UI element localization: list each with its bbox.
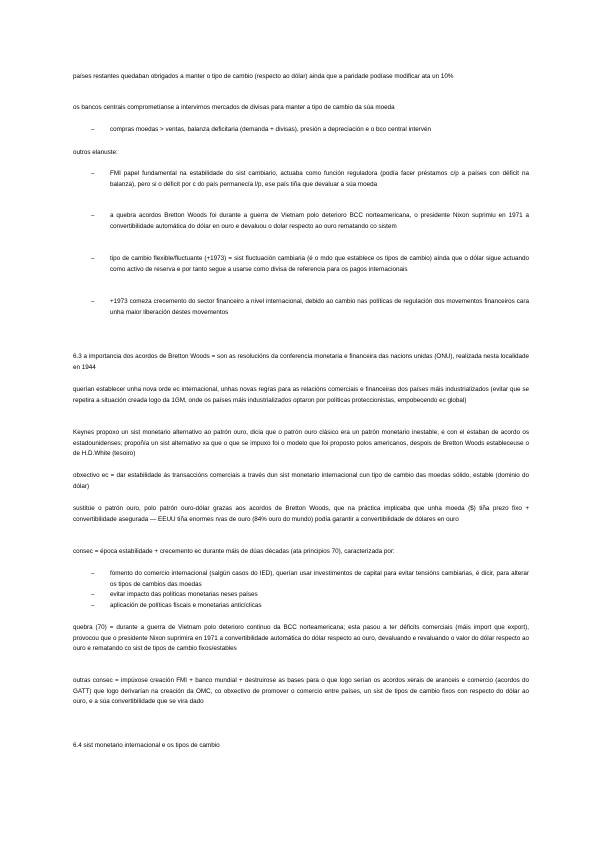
bullet-item: FMI papel fundamental na estabilidade do sist cambiario, actuaba como función reguladora (podía facer préstamos c/p a países con déficit na balanza), pero si o déficit por c do país permanecía l/p, ese país tiña que devaluar a súa moeda bbox=[110, 170, 529, 188]
section-heading: 6.3 a importancia dos acordos de Bretton Woods = son as resolucións da conferencia monetaria e financeira das nacions unidas (ONU), realizada nesta localidade en 1944 bbox=[73, 353, 529, 371]
bullet-item: aplicación de políticas fiscais e monetarias anticíclicas bbox=[110, 602, 262, 609]
paragraph: querían establecer unha nova orde ec internacional, unhas novas regras para as relacións comerciais e financeiras dos países máis industrializados (evitar que se repetira a situación creada logo da 1GM, onde os países máis industrializados optaron por políticas proteccionistas, empobecendo ec global) bbox=[73, 386, 529, 404]
bullet-item: evitar impacto das políticas monetarias neses países bbox=[110, 591, 258, 598]
paragraph: sustitúe o patrón ouro, polo patrón ouro-dólar grazas aos acordos de Bretton Woods, que na práctica implicaba que unha moeda ($) tiña prezo fixo + convertibilidade asegurada — EEUU tiña enormes rvas de ouro (84% ouro do mundo) podía garantir a convertibilidade de dólares en ouro bbox=[73, 505, 529, 523]
section-heading: 6.4 sist monetario internacional e os tipos de cambio bbox=[73, 742, 220, 749]
paragraph: obxectivo ec = dar estabilidade ás transaccións comerciais a través dun sist monetario internacional cun tipo de cambio das moedas sólido, estable (dominio do dólar) bbox=[73, 472, 529, 490]
bullet-marker: – bbox=[91, 170, 95, 177]
paragraph: países restantes quedaban obrigados a manter o tipo de cambio (respecto ao dólar) ainda que a paridade podíase modificar ata un 10% bbox=[73, 73, 454, 80]
bullet-marker: – bbox=[91, 570, 95, 577]
paragraph: os bancos centrais comprometíanse a intervirnos mercados de divisas para manter a tipo de cambio da súa moeda bbox=[73, 104, 395, 111]
bullet-marker: – bbox=[91, 591, 95, 598]
bullet-item: tipo de cambio flexible/fluctuante (+1973) = sist fluctuación cambiaria (é o mdo que establece os tipos de cambio) aínda que o dólar sigue actuando como activo de reserva e por tanto segue a usarse como divisa de referencia para os pagos internacionais bbox=[110, 255, 529, 273]
bullet-marker: – bbox=[91, 126, 95, 133]
paragraph: consec = época estabilidade + crecemento ec durante máis de dúas décadas (ata principios 70), caracterizada por: bbox=[73, 548, 395, 555]
bullet-item: fomento do comercio internacional (salgún casos do IED), querían usar investimentos de capital para evitar tensións cambiarias, é dicir, para alterar os tipos de cambios das moedas bbox=[110, 570, 529, 588]
bullet-item: +1973 comeza crecemento do sector financeiro a nivel internacional, debido ao cambio nas políticas de regulación dos movementos financeiros cara unha maior liberación destes movementos bbox=[110, 298, 529, 316]
bullet-marker: – bbox=[91, 602, 95, 609]
bullet-marker: – bbox=[91, 212, 95, 219]
paragraph: outros elanuste: bbox=[73, 149, 118, 156]
bullet-marker: – bbox=[91, 255, 95, 262]
paragraph: Keynes propoxo un sist monetario alternativo ao patrón ouro, dicia que o patrón ouro clásico era un patrón monetario inestable, e con el estaban de acordo os estadounidenses; propoñía un sist alternativo xa que o que se impuxo foi o modelo que foi proposto polos americanos, despois de Bretton Woods estableceuse o de H.D.White (tesoiro) bbox=[73, 429, 529, 458]
bullet-item: a quebra acordos Bretton Woods foi durante a guerra de Vietnam polo deterioro BCC norteamericana, o presidente Nixon suprimiu en 1971 a convertibilidade automática do dólar en ouro e devaluou o dolar respecto ao ouro rematando co sistem bbox=[110, 212, 529, 230]
bullet-marker: – bbox=[91, 298, 95, 305]
paragraph: quebra (70) = durante a guerra de Vietnam polo deterioro continuo da BCC norteamericana; esta pasou a ter déficits comerciais (máis import que export), provocou que o presidente Nixon suprimira en 1971 a convertibilidade automática do dólar respecto ao ouro, devaluando e revaluando o valor do dólar respecto ao ouro e rematando co sist de tipos de cambio fixos/estables bbox=[73, 624, 529, 653]
paragraph: outras consec = impúxose creación FMI + banco mundial + destruirose as bases para o que logo serían os acordos xerais de aranceis e comercio (acordos do GATT) que logo derivarían na creación da OMC, co obxectivo de promover o comercio entre países, un sist de tipos de cambio fixos con respecto do dólar ao ouro, e a súa convertibilidade que se vira dado bbox=[73, 677, 529, 706]
bullet-item: compras moedas > ventas, balanza deficitaria (demanda + divisas), presión a depreciación e o bco central intervén bbox=[110, 126, 431, 133]
